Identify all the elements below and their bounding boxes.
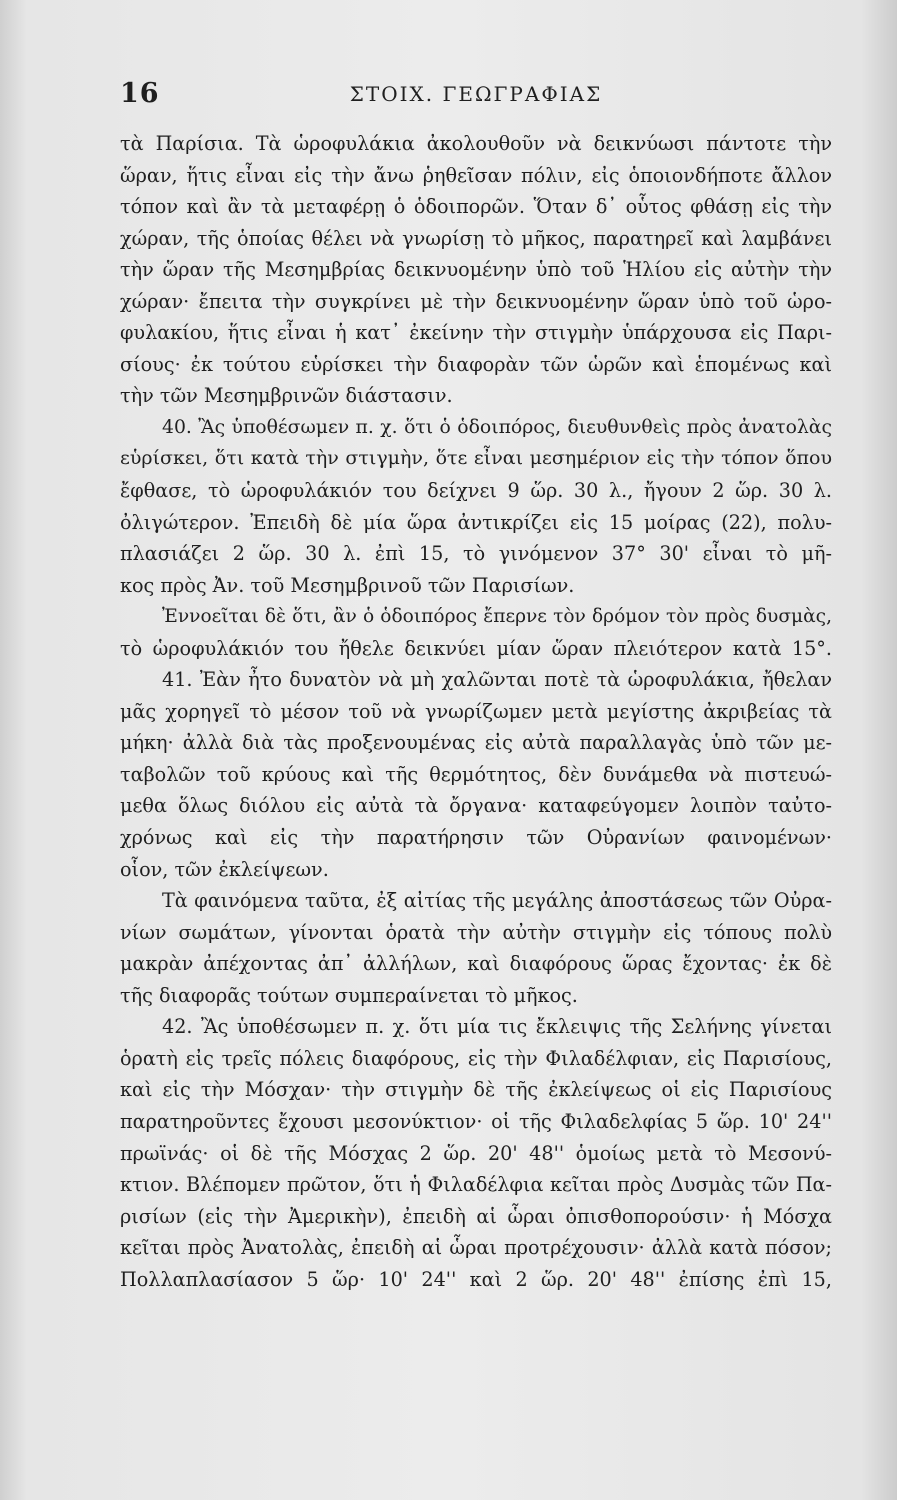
text-line: μακρὰν ἀπέχοντας ἀπ᾽ ἀλλήλων, καὶ διαφόρους ὥρας ἔχοντας· ἐκ δὲ	[120, 952, 832, 976]
page-header	[120, 78, 832, 118]
section-42-start: 42. Ἂς ὑποθέσωμεν π. χ. ὅτι μία τις ἔκλειψις τῆς Σελήνης γίνεται	[162, 1015, 832, 1039]
text-line: παρατηροῦντες ἔχουσι μεσονύκτιον· οἱ τῆς Φιλαδελφίας 5 ὥρ. 10' 24''	[120, 1109, 832, 1133]
text-line: κτιον. Βλέπομεν πρῶτον, ὅτι ἡ Φιλαδέλφια κεῖται πρὸς Δυσμὰς τῶν Πα-	[120, 1173, 832, 1197]
text-line: μήκη· ἀλλὰ διὰ τὰς προξενουμένας εἰς αὐτὰ παραλλαγὰς ὑπὸ τῶν με-	[120, 731, 832, 755]
section-41-start: 41. Ἐὰν ἦτο δυνατὸν νὰ μὴ χαλῶνται ποτὲ τὰ ὡροφυλάκια, ἤθελαν	[162, 668, 832, 692]
text-line: τόπον καὶ ἂν τὰ μεταφέρῃ ὁ ὁδοιπορῶν. Ὅταν δ᾽ οὗτος φθάσῃ εἰς τὴν	[120, 195, 832, 219]
text-line: ἔφθασε, τὸ ὡροφυλάκιόν του δείχνει 9 ὥρ. 30 λ., ἤγουν 2 ὥρ. 30 λ.	[120, 479, 832, 503]
text-line: φυλακίου, ἥτις εἶναι ἡ κατ᾽ ἐκείνην τὴν στιγμὴν ὑπάρχουσα εἰς Παρι-	[120, 321, 832, 345]
running-title: ΣΤΟΙΧ. ΓΕΩΓΡΑΦΙΑΣ	[349, 82, 603, 106]
text-line: τὰ Παρίσια. Τὰ ὡροφυλάκια ἀκολουθοῦν νὰ δεικνύωσι πάντοτε τὴν	[120, 132, 832, 155]
text-line: ὥραν, ἥτις εἶναι εἰς τὴν ἄνω ῥηθεῖσαν πόλιν, εἰς ὁποιονδήποτε ἄλλον	[120, 163, 832, 187]
text-line: ὀλιγώτερον. Ἐπειδὴ δὲ μία ὥρα ἀντικρίζει εἰς 15 μοίρας (22), πολυ-	[120, 510, 832, 534]
text-line: σίους· ἐκ τούτου εὑρίσκει τὴν διαφορὰν τῶν ὡρῶν καὶ ἑπομένως καὶ	[120, 352, 832, 376]
page-number: 16	[120, 78, 160, 109]
text-line: εὑρίσκει, ὅτι κατὰ τὴν στιγμὴν, ὅτε εἶναι μεσημέριον εἰς τὴν τόπον ὅπου	[120, 447, 832, 470]
text-line: τὴν τῶν Μεσημβρινῶν διάστασιν.	[120, 384, 453, 408]
text-line: ρισίων (εἰς τὴν Ἀμερικὴν), ἐπειδὴ αἱ ὧραι ὀπισθοπορούσιν· ἡ Μόσχα	[120, 1204, 832, 1228]
text-line: κεῖται πρὸς Ἀνατολὰς, ἐπειδὴ αἱ ὧραι προτρέχουσιν· ἀλλὰ κατὰ πόσον;	[120, 1236, 832, 1260]
text-line: οἷον, τῶν ἐκλείψεων.	[120, 857, 329, 881]
text-line: χρόνως καὶ εἰς τὴν παρατήρησιν τῶν Οὐρανίων φαινομένων·	[120, 826, 832, 850]
text-line: ὁρατὴ εἰς τρεῖς πόλεις διαφόρους, εἰς τὴν Φιλαδέλφιαν, εἰς Παρισίους,	[120, 1046, 832, 1070]
text-line: ταβολῶν τοῦ κρύους καὶ τῆς θερμότητος, δὲν δυνάμεθα νὰ πιστευώ-	[120, 762, 832, 786]
text-line: τὸ ὡροφυλάκιόν του ἤθελε δεικνύει μίαν ὥραν πλειότερον κατὰ 15°.	[120, 636, 832, 660]
paragraph-start: Ἐννοεῖται δὲ ὅτι, ἂν ὁ ὁδοιπόρος ἔπερνε τὸν δρόμον τὸν πρὸς δυσμὰς,	[162, 606, 832, 628]
text-line: τῆς διαφορᾶς τούτων συμπεραίνεται τὸ μῆκος.	[120, 983, 578, 1007]
section-40-start: 40. Ἂς ὑποθέσωμεν π. χ. ὅτι ὁ ὁδοιπόρος, διευθυνθεὶς πρὸς ἀνατολὰς	[162, 416, 832, 438]
text-line: Πολλαπλασίασον 5 ὥρ· 10' 24'' καὶ 2 ὥρ. 20' 48'' ἐπίσης ἐπὶ 15,	[120, 1267, 832, 1291]
text-line: τὴν ὥραν τῆς Μεσημβρίας δεικνυομένην ὑπὸ τοῦ Ἡλίου εἰς αὐτὴν τὴν	[120, 258, 832, 282]
text-line: μᾶς χορηγεῖ τὸ μέσον τοῦ νὰ γνωρίζωμεν μετὰ μεγίστης ἀκριβείας τὰ	[120, 699, 832, 723]
text-line: κος πρὸς Ἀν. τοῦ Μεσημβρινοῦ τῶν Παρισίων.	[120, 573, 575, 597]
paragraph-start: Τὰ φαινόμενα ταῦτα, ἐξ αἰτίας τῆς μεγάλης ἀποστάσεως τῶν Οὐρα-	[162, 889, 832, 913]
text-line: νίων σωμάτων, γίνονται ὁρατὰ τὴν αὐτὴν στιγμὴν εἰς τόπους πολὺ	[120, 920, 832, 944]
text-line: χώραν, τῆς ὁποίας θέλει νὰ γνωρίσῃ τὸ μῆκος, παρατηρεῖ καὶ λαμβάνει	[120, 226, 832, 250]
text-line: καὶ εἰς τὴν Μόσχαν· τὴν στιγμὴν δὲ τῆς ἐκλείψεως οἱ εἰς Παρισίους	[120, 1078, 832, 1102]
text-line: χώραν· ἔπειτα τὴν συγκρίνει μὲ τὴν δεικνυομένην ὥραν ὑπὸ τοῦ ὡρο-	[120, 289, 832, 313]
text-line: πλασιάζει 2 ὥρ. 30 λ. ἐπὶ 15, τὸ γινόμενον 37° 30' εἶναι τὸ μῆ-	[120, 542, 832, 566]
text-line: πρωϊνάς· οἱ δὲ τῆς Μόσχας 2 ὥρ. 20' 48'' ὁμοίως μετὰ τὸ Μεσονύ-	[120, 1141, 832, 1165]
page-body	[120, 128, 832, 1295]
text-line: μεθα ὅλως διόλου εἰς αὐτὰ τὰ ὄργανα· καταφεύγομεν λοιπὸν ταὐτο-	[120, 794, 832, 818]
